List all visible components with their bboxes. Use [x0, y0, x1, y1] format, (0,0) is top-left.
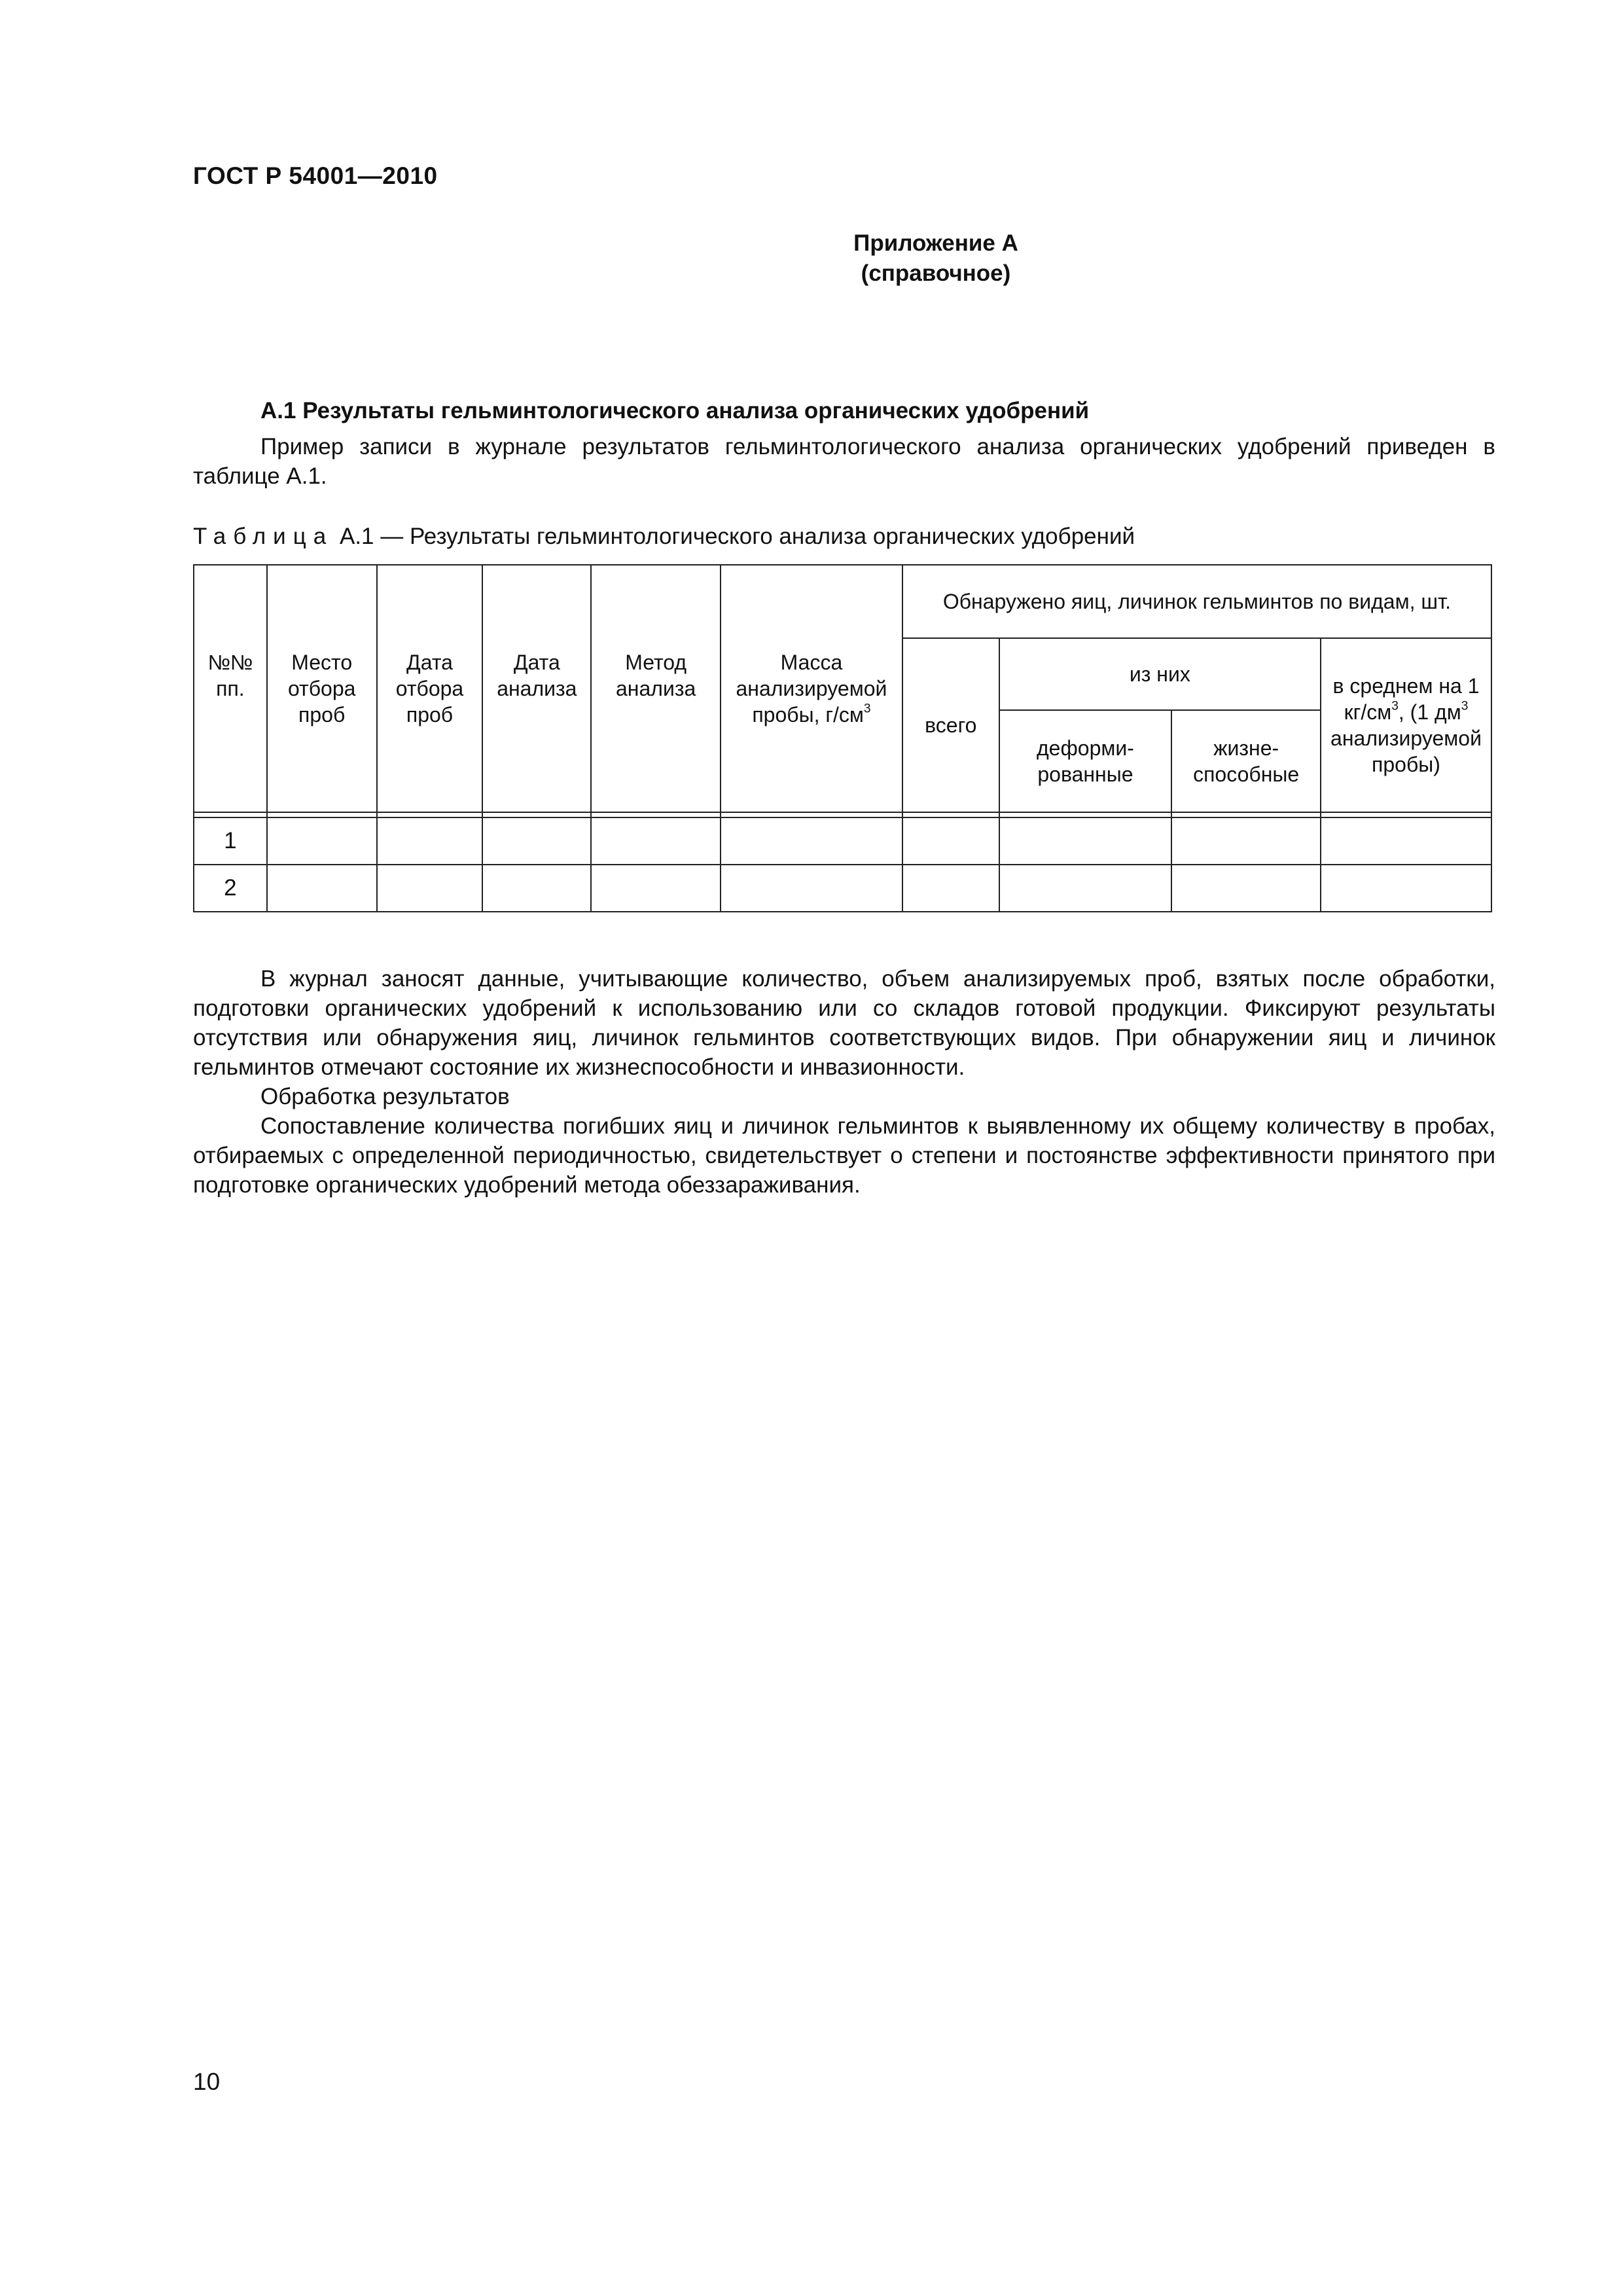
header-average-sup1: 3 — [1391, 699, 1399, 713]
table-caption-text: А.1 — Результаты гельминтологического анализа органических удобрений — [339, 524, 1135, 549]
page-number: 10 — [193, 2068, 221, 2095]
results-table — [193, 564, 1492, 912]
table-cell — [377, 865, 483, 912]
table-cell — [999, 817, 1172, 865]
intro-paragraph — [193, 432, 1495, 491]
section-heading: А.1 Результаты гельминтологического анализа органических удобрений — [260, 398, 1090, 423]
table-cell — [1321, 817, 1491, 865]
table-cell — [377, 817, 483, 865]
header-total: всего — [902, 638, 999, 812]
header-analysis-date: Дата анализа — [482, 565, 591, 812]
table-cell — [267, 865, 377, 912]
table-cell — [721, 817, 902, 865]
body-paragraph-2-text: Обработка результатов — [260, 1084, 510, 1109]
header-deformed: деформи-рованные — [999, 710, 1172, 812]
table-cell — [1171, 865, 1321, 912]
body-paragraph-1 — [193, 964, 1495, 1082]
header-average — [1321, 638, 1491, 812]
header-mass-sup: 3 — [863, 702, 871, 716]
appendix-subtitle: (справочное) — [861, 260, 1011, 286]
header-viable: жизне-способные — [1171, 710, 1321, 812]
table-caption — [193, 524, 1135, 550]
header-detected: Обнаружено яиц, личинок гельминтов по видам, шт. — [902, 565, 1491, 638]
row-number: 2 — [194, 865, 267, 912]
header-mass — [721, 565, 902, 812]
header-average-c: анализируемой пробы) — [1330, 726, 1482, 776]
body-paragraph-1-text: В журнал заносят данные, учитывающие количество, объем анализируемых проб, взятых после обработки, подготовки органических удобрений к использованию или со складов готовой продукции. Фиксируют результаты отсутствия или обнаружения яиц, личинок гельминтов соответствующих видов. При обнаружении яиц и личинок гельминтов отмечают состояние их жизнеспособности и инвазионности. — [193, 966, 1495, 1080]
table-cell — [999, 865, 1172, 912]
table-cell — [482, 817, 591, 865]
table-caption-prefix: Таблица — [193, 524, 334, 549]
body-paragraph-3-text: Сопоставление количества погибших яиц и личинок гельминтов к выявленному их общему количеству в пробах, отбираемых с определенной периодичностью, свидетельствует о степени и постоянстве эффективности принятого при подготовке органических удобрений метода обеззараживания. — [193, 1113, 1495, 1198]
body-paragraph-2 — [193, 1082, 1495, 1111]
table-cell — [591, 817, 721, 865]
header-average-sup2: 3 — [1461, 699, 1469, 713]
table-cell — [721, 865, 902, 912]
table-row — [194, 865, 1491, 912]
header-average-a: в среднем на 1 кг/см — [1332, 674, 1480, 724]
table-cell — [1171, 817, 1321, 865]
table-cell — [1321, 865, 1491, 912]
table-cell — [902, 817, 999, 865]
table-cell — [902, 865, 999, 912]
header-sample-date: Дата отбора проб — [377, 565, 483, 812]
table-cell — [267, 817, 377, 865]
intro-text: Пример записи в журнале результатов гельминтологического анализа органических удобрений приведен в таблице А.1. — [193, 434, 1495, 489]
header-mass-text: Масса анализируемой пробы, г/см — [736, 651, 887, 726]
row-number: 1 — [194, 817, 267, 865]
table-cell — [482, 865, 591, 912]
header-of-them: из них — [999, 638, 1321, 710]
appendix-title: Приложение А — [853, 230, 1018, 256]
table-cell — [591, 865, 721, 912]
standard-code: ГОСТ Р 54001—2010 — [193, 162, 438, 189]
header-place: Место отбора проб — [267, 565, 377, 812]
table-row — [194, 817, 1491, 865]
body-paragraph-3 — [193, 1111, 1495, 1200]
header-method: Метод анализа — [591, 565, 721, 812]
header-num: №№ пп. — [194, 565, 267, 812]
header-separator-row — [194, 812, 1491, 817]
header-average-b: , (1 дм — [1398, 700, 1461, 724]
